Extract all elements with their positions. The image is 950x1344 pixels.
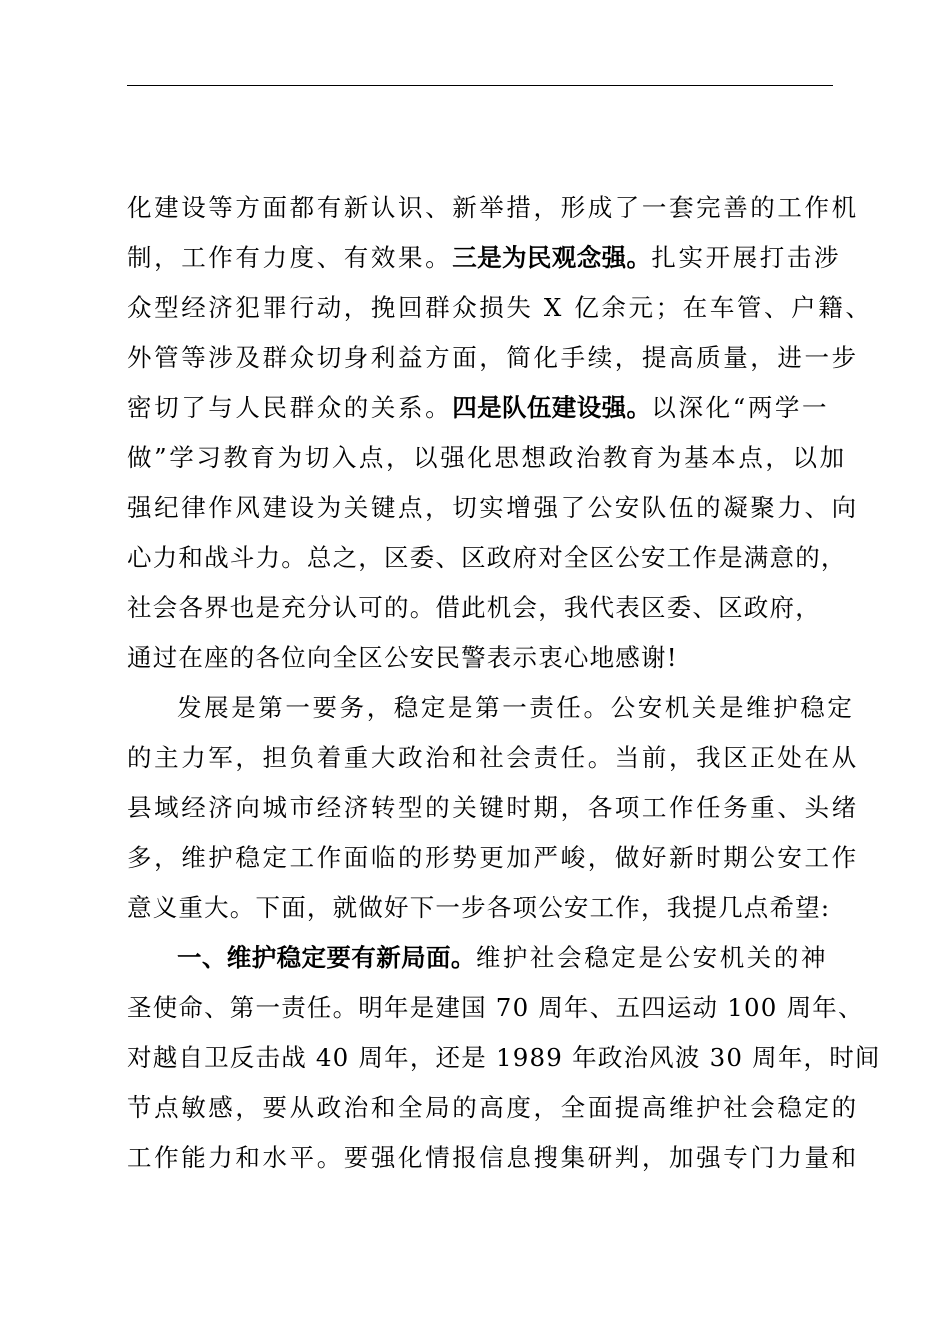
text-line (127, 483, 857, 533)
text-line (127, 883, 857, 933)
text-line (127, 1033, 881, 1083)
text-line (127, 633, 857, 683)
paragraph-achievements (127, 183, 873, 683)
text-line (127, 583, 857, 633)
body-text: 制，工作有力度、有效果。 (127, 243, 453, 272)
text-line (127, 783, 857, 833)
body-text: 圣使命、第一责任。明年是建国 70 周年、五四运动 100 周年、 (127, 993, 864, 1022)
body-text: 对越自卫反击战 40 周年，还是 1989 年政治风波 30 周年，时间 (127, 1043, 881, 1072)
body-text: 工作能力和水平。要强化情报信息搜集研判，加强专门力量和 (127, 1143, 859, 1172)
body-text: 县域经济向城市经济转型的关键时期，各项工作任务重、头绪 (127, 793, 859, 822)
body-text: 多，维护稳定工作面临的形势更加严峻，做好新时期公安工作 (127, 843, 859, 872)
body-text: 扎实开展打击涉 (651, 243, 842, 272)
body-text: 做”学习教育为切入点，以强化思想政治教育为基本点，以加 (127, 443, 847, 472)
body-text: 强纪律作风建设为关键点，切实增强了公安队伍的凝聚力、向 (127, 493, 859, 522)
text-line (127, 183, 857, 233)
body-text: 的主力军，担负着重大政治和社会责任。当前，我区正处在从 (127, 743, 859, 772)
header-rule (127, 85, 833, 86)
text-line (127, 1133, 857, 1183)
body-text: 化建设等方面都有新认识、新举措，形成了一套完善的工作机 (127, 193, 859, 222)
bold-heading-text: 四是队伍建设强。 (452, 393, 652, 422)
text-line (127, 533, 857, 583)
text-line (127, 683, 857, 733)
body-text: 众型经济犯罪行动，挽回群众损失 X 亿余元；在车管、户籍、 (127, 293, 873, 322)
text-line (127, 233, 857, 283)
bold-heading-text: 一、维护稳定要有新局面。 (177, 943, 476, 972)
body-text: 外管等涉及群众切身利益方面，简化手续，提高质量，进一步 (127, 343, 859, 372)
text-line (127, 733, 857, 783)
text-line (127, 933, 857, 983)
text-line (127, 433, 857, 483)
text-line (127, 833, 857, 883)
text-line (127, 983, 864, 1033)
paragraph-development-stability (127, 683, 857, 933)
body-text: 维护社会稳定是公安机关的神 (475, 943, 829, 972)
document-body (127, 183, 881, 1183)
body-text: 密切了与人民群众的关系。 (127, 393, 453, 422)
body-text: 以深化“两学一 (651, 393, 830, 422)
text-line (127, 383, 857, 433)
body-text: 发展是第一要务，稳定是第一责任。公安机关是维护稳定 (177, 693, 855, 722)
paragraph-maintain-stability (127, 933, 881, 1183)
text-line (127, 283, 873, 333)
body-text: 意义重大。下面，就做好下一步各项公安工作，我提几点希望: (127, 893, 831, 922)
body-text: 社会各界也是充分认可的。借此机会，我代表区委、区政府， (127, 593, 821, 622)
text-line (127, 1083, 857, 1133)
body-text: 节点敏感，要从政治和全局的高度，全面提高维护社会稳定的 (127, 1093, 859, 1122)
bold-heading-text: 三是为民观念强。 (452, 243, 652, 272)
body-text: 心力和战斗力。总之，区委、区政府对全区公安工作是满意的， (127, 543, 847, 572)
body-text: 通过在座的各位向全区公安民警表示衷心地感谢! (127, 643, 678, 672)
text-line (127, 333, 857, 383)
